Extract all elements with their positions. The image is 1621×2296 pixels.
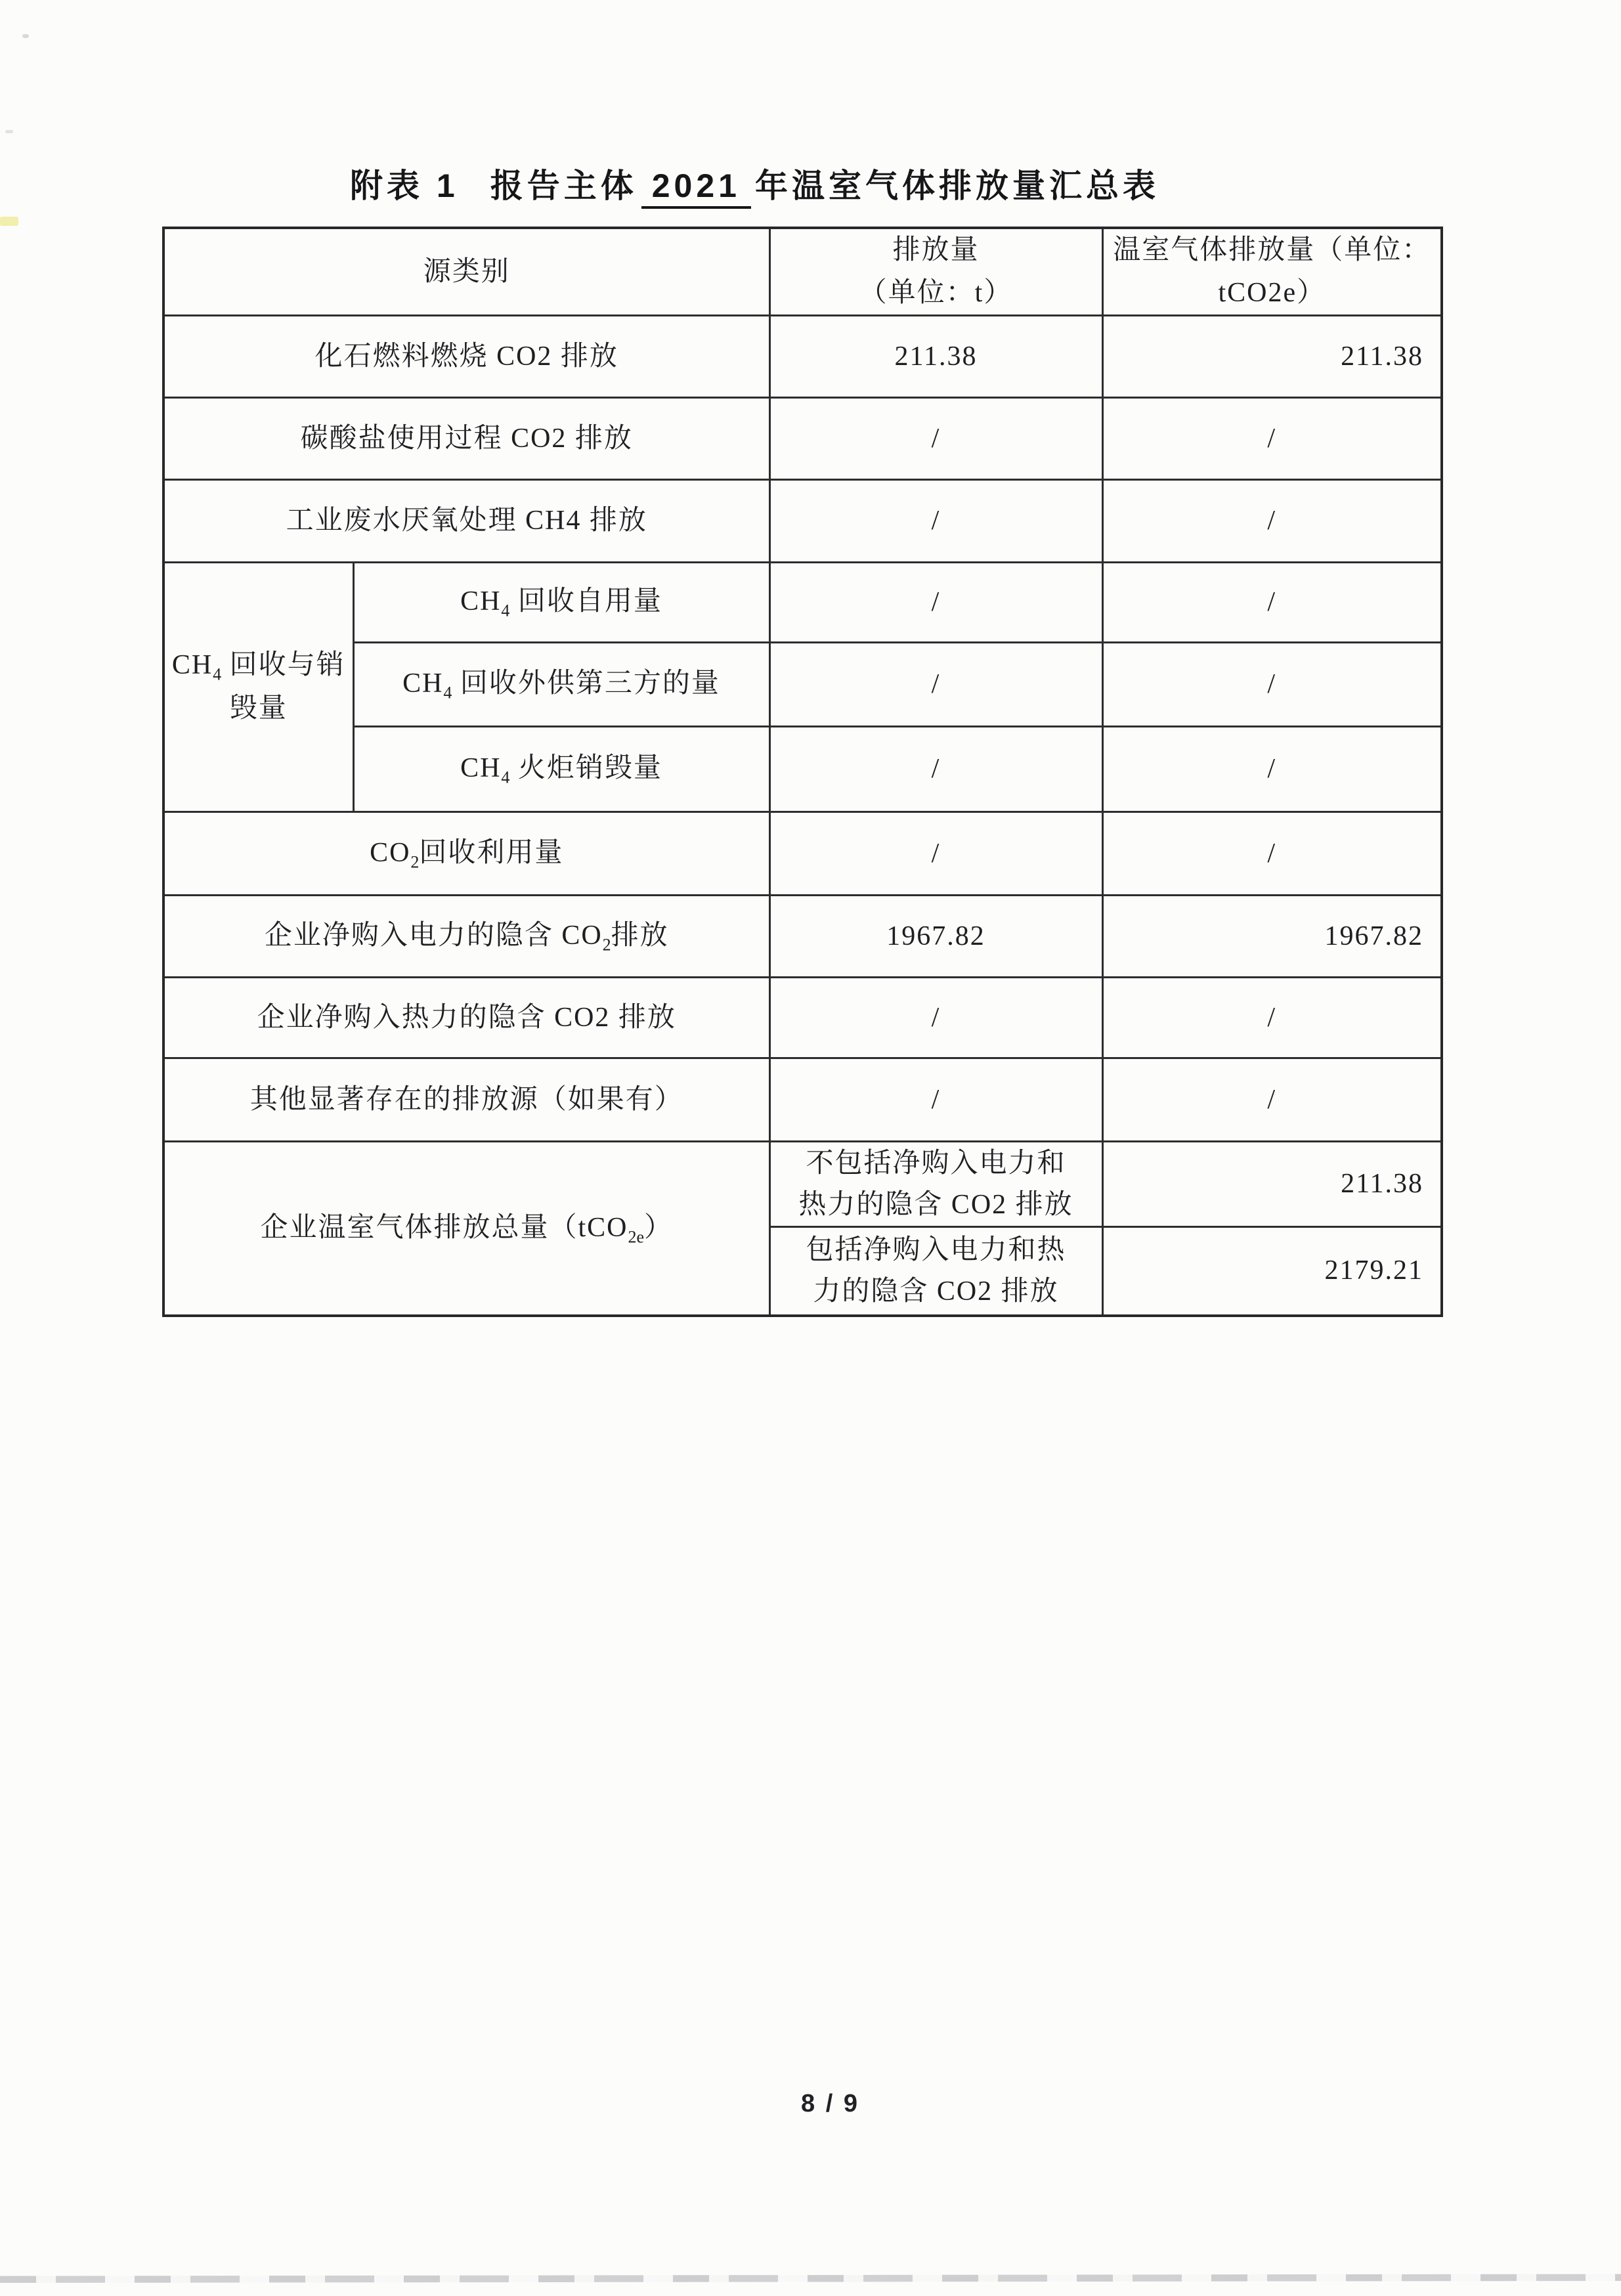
- co2-recovery-ghg-value: /: [1102, 812, 1442, 896]
- header-row: [163, 228, 1442, 316]
- ch4-flare-emission-value: /: [769, 727, 1102, 812]
- ch4-flare-ghg-value: /: [1102, 727, 1442, 812]
- total-including-line2: 力的隐含 CO2 排放: [813, 1276, 1059, 1307]
- table-caption: [0, 160, 1621, 209]
- row-carbonate: [163, 398, 1442, 480]
- total-excluding-line2: 热力的隐含 CO2 排放: [798, 1189, 1073, 1220]
- scan-artifact-speck: [22, 34, 29, 38]
- heat-ghg-value: /: [1102, 978, 1442, 1058]
- row-fossil-fuel: [163, 316, 1442, 398]
- carbonate-ghg-value: /: [1102, 398, 1442, 480]
- carbonate-emission-value: /: [769, 398, 1102, 480]
- total-excluding-description: [769, 1142, 1102, 1227]
- electricity-label: 企业净购入电力的隐含 $CO_2$排放: [163, 896, 769, 978]
- row-electricity: [163, 896, 1442, 978]
- ch4-third-party-label: $CH_4$ 回收外供第三方的量: [353, 643, 769, 727]
- caption-year-underlined: 2021: [641, 167, 751, 209]
- wastewater-emission-value: /: [769, 480, 1102, 563]
- caption-subject: 报告主体: [490, 167, 638, 204]
- other-sources-ghg-value: /: [1102, 1058, 1442, 1142]
- emissions-summary-table: [162, 227, 1443, 1317]
- heat-emission-value: /: [769, 978, 1102, 1058]
- caption-suffix: 年温室气体排放量汇总表: [754, 167, 1159, 204]
- ch4-third-party-emission-value: /: [769, 643, 1102, 727]
- header-emission-line1: 排放量: [892, 235, 980, 265]
- ch4-self-use-emission-value: /: [769, 563, 1102, 643]
- ch4-group-label-line1: $CH_4$ 回收与销: [171, 649, 345, 684]
- scan-artifact-yellow-streak: [0, 217, 18, 226]
- other-sources-emission-value: /: [769, 1058, 1102, 1142]
- caption-table-number: 附表 1: [350, 167, 459, 204]
- fossil-fuel-emission-value: 211.38: [769, 316, 1102, 398]
- total-excluding-value: 211.38: [1102, 1142, 1442, 1227]
- page-number: 8 / 9: [801, 2090, 859, 2117]
- ch4-group-label: [163, 563, 353, 812]
- header-ghg-line1: 温室气体排放量（单位：: [1113, 235, 1431, 265]
- row-ch4-flare: [163, 727, 1442, 812]
- wastewater-label: 工业废水厌氧处理 CH4 排放: [163, 480, 769, 563]
- row-other-sources: [163, 1058, 1442, 1142]
- total-label: 企业温室气体排放总量（tCO$_{2e}$）: [163, 1142, 769, 1316]
- ch4-flare-label: $CH_4$ 火炬销毁量: [353, 727, 769, 812]
- total-including-value: 2179.21: [1102, 1227, 1442, 1316]
- ch4-third-party-ghg-value: /: [1102, 643, 1442, 727]
- total-excluding-line1: 不包括净购入电力和: [806, 1148, 1066, 1179]
- carbonate-label: 碳酸盐使用过程 CO2 排放: [163, 398, 769, 480]
- ch4-self-use-ghg-value: /: [1102, 563, 1442, 643]
- scan-artifact-speck: [5, 130, 13, 133]
- electricity-ghg-value: 1967.82: [1102, 896, 1442, 978]
- co2-recovery-label: $CO_2$回收利用量: [163, 812, 769, 896]
- row-ch4-self-use: [163, 563, 1442, 643]
- header-ghg-amount: [1102, 228, 1442, 316]
- row-total-excluding: [163, 1142, 1442, 1227]
- co2-recovery-emission-value: /: [769, 812, 1102, 896]
- header-emission-line2: （单位：t）: [859, 278, 1013, 309]
- total-including-description: [769, 1227, 1102, 1316]
- row-wastewater: [163, 480, 1442, 563]
- header-ghg-line2: tCO2e）: [1218, 278, 1326, 309]
- total-including-line1: 包括净购入电力和热: [806, 1234, 1066, 1265]
- row-co2-recovery: [163, 812, 1442, 896]
- other-sources-label: 其他显著存在的排放源（如果有）: [163, 1058, 769, 1142]
- heat-label: 企业净购入热力的隐含 CO2 排放: [163, 978, 769, 1058]
- row-heat: [163, 978, 1442, 1058]
- ch4-self-use-label: $CH_4$ 回收自用量: [353, 563, 769, 643]
- fossil-fuel-ghg-value: 211.38: [1102, 316, 1442, 398]
- wastewater-ghg-value: /: [1102, 480, 1442, 563]
- fossil-fuel-label: 化石燃料燃烧 CO2 排放: [163, 316, 769, 398]
- header-emission-amount: [769, 228, 1102, 316]
- header-source-category: 源类别: [163, 228, 769, 316]
- row-ch4-third-party: [163, 643, 1442, 727]
- scan-artifact-bottom-edge: [0, 2273, 1621, 2283]
- electricity-emission-value: 1967.82: [769, 896, 1102, 978]
- ch4-group-label-line2: 毁量: [229, 693, 288, 724]
